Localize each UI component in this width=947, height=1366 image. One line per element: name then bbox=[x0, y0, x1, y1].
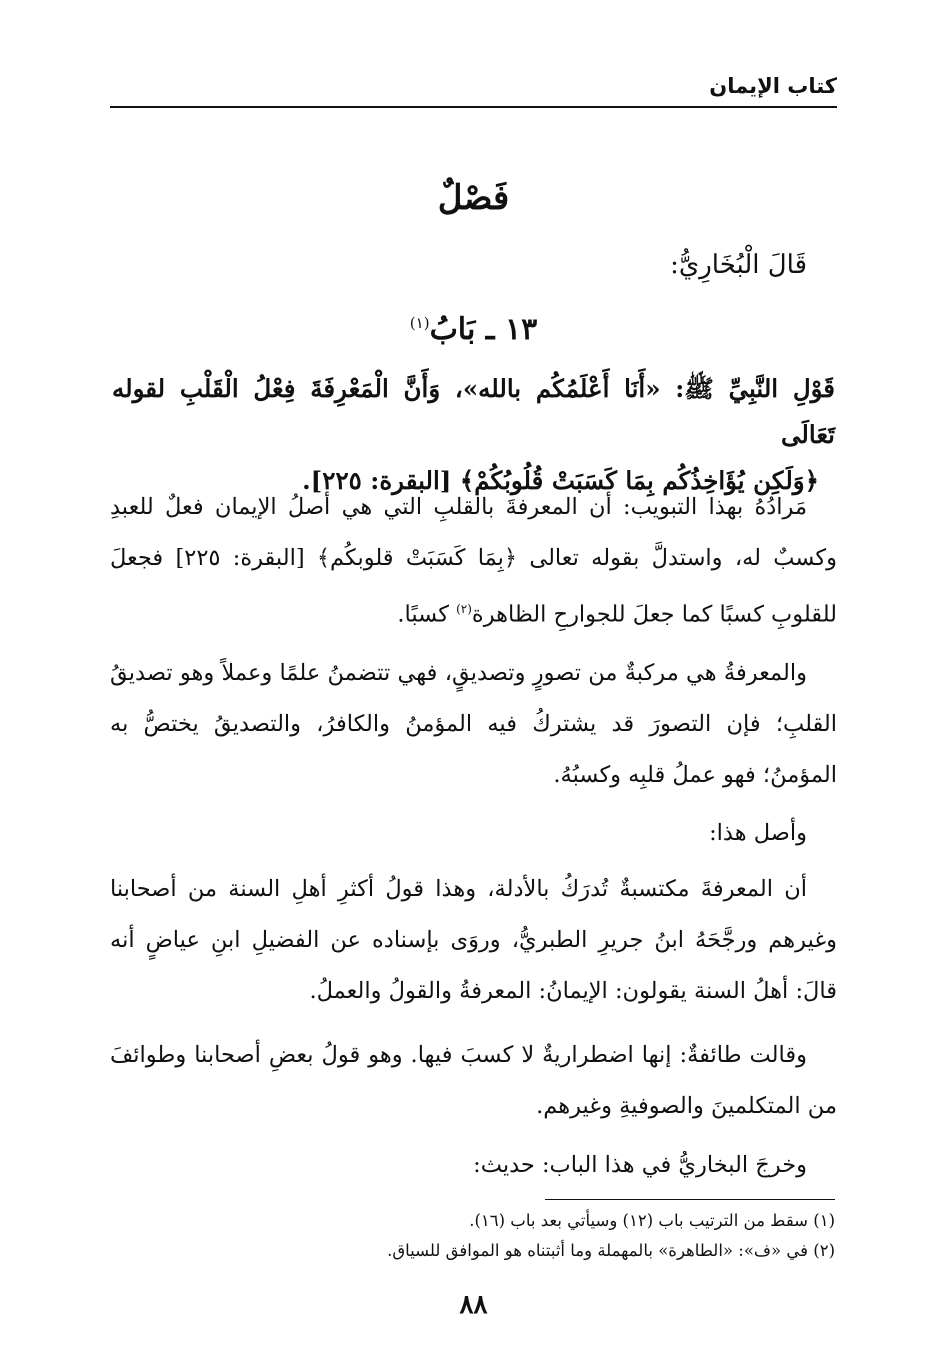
footnotes bbox=[112, 1206, 835, 1266]
paragraph-1-text-b: كسبًا. bbox=[397, 601, 457, 628]
footnote-1: (١) سقط من الترتيب باب (١٢) وسيأتي بعد باب (١٦). bbox=[469, 1211, 835, 1230]
chapter-title-line-2: ﴿وَلَكِن يُؤَاخِذُكُم بِمَا كَسَبَتْ قُلُوبُكُمْ﴾ [البقرة: ٢٢٥]. bbox=[302, 466, 819, 495]
chapter-number: ١٣ ـ بَابُ bbox=[429, 312, 538, 347]
speaker-line: قَالَ الْبُخَارِيُّ: bbox=[670, 250, 807, 280]
paragraph-3: وأصل هذا: bbox=[709, 820, 807, 846]
footnote-ref-2: (٢) bbox=[456, 602, 472, 616]
page-number: ٨٨ bbox=[459, 1290, 488, 1320]
chapter-heading bbox=[0, 312, 947, 347]
footnote-2: (٢) في «ف»: «الطاهرة» بالمهملة وما أثبتناه هو الموافق للسياق. bbox=[387, 1241, 835, 1260]
chapter-title-line-1: قَوْلِ النَّبِيِّ ﷺ: «أَنَا أَعْلَمُكُم بالله»، وَأَنَّ الْمَعْرِفَةَ فِعْلُ الْقَلْبِ لقوله تَعَالَى bbox=[112, 374, 835, 449]
running-title: كتاب الإيمان bbox=[709, 74, 837, 98]
paragraph-5: وقالت طائفةٌ: إنها اضطراريةٌ لا كسبَ فيها. وهو قولُ بعضِ أصحابنا وطوائفَ من المتكلمينَ والصوفيةِ وغيرهم. bbox=[110, 1042, 837, 1119]
paragraph-2: والمعرفةُ هي مركبةٌ من تصورٍ وتصديقٍ، فهي تتضمنُ علمًا وعملاً وهو تصديقُ القلبِ؛ فإن التصورَ قد يشتركُ فيه المؤمنُ والكافرُ، والتصديقُ يختصُّ به المؤمنُ؛ فهو عملُ قلبِه وكسبُهُ. bbox=[110, 660, 838, 788]
running-header bbox=[110, 74, 837, 108]
paragraph-1 bbox=[110, 482, 837, 641]
footnote-ref-1: (١) bbox=[409, 314, 430, 332]
paragraph-6: وخرجَ البخاريُّ في هذا الباب: حديث: bbox=[473, 1152, 807, 1178]
paragraph-4: أن المعرفةَ مكتسبةٌ تُدرَكُ بالأدلة، وهذا قولُ أكثرِ أهلِ السنة من أصحابنا وغيرهم ورجَّحَهُ ابنُ جريرِ الطبريُّ، وروَى بإسناده عن الفضيلِ ابنِ عياضٍ أنه قالَ: أهلُ السنة يقولون: الإيمانُ: المعرفةُ والقولُ والعملُ. bbox=[110, 876, 837, 1004]
section-title: فَصْلٌ bbox=[437, 178, 510, 218]
paragraph-1-text-a: مَرادُهُ بهذا التبويب: أن المعرفةَ بالقلبِ التي هي أصلُ الإيمان فعلٌ للعبدِ وكسبٌ له، واستدلَّ بقوله تعالى ﴿بِمَا كَسَبَتْ قلوبكُم﴾ [البقرة: ٢٢٥] فجعلَ للقلوبِ كسبًا كما جعلَ للجوارحِ الظاهرة bbox=[110, 494, 838, 628]
footnote-divider bbox=[545, 1199, 835, 1200]
